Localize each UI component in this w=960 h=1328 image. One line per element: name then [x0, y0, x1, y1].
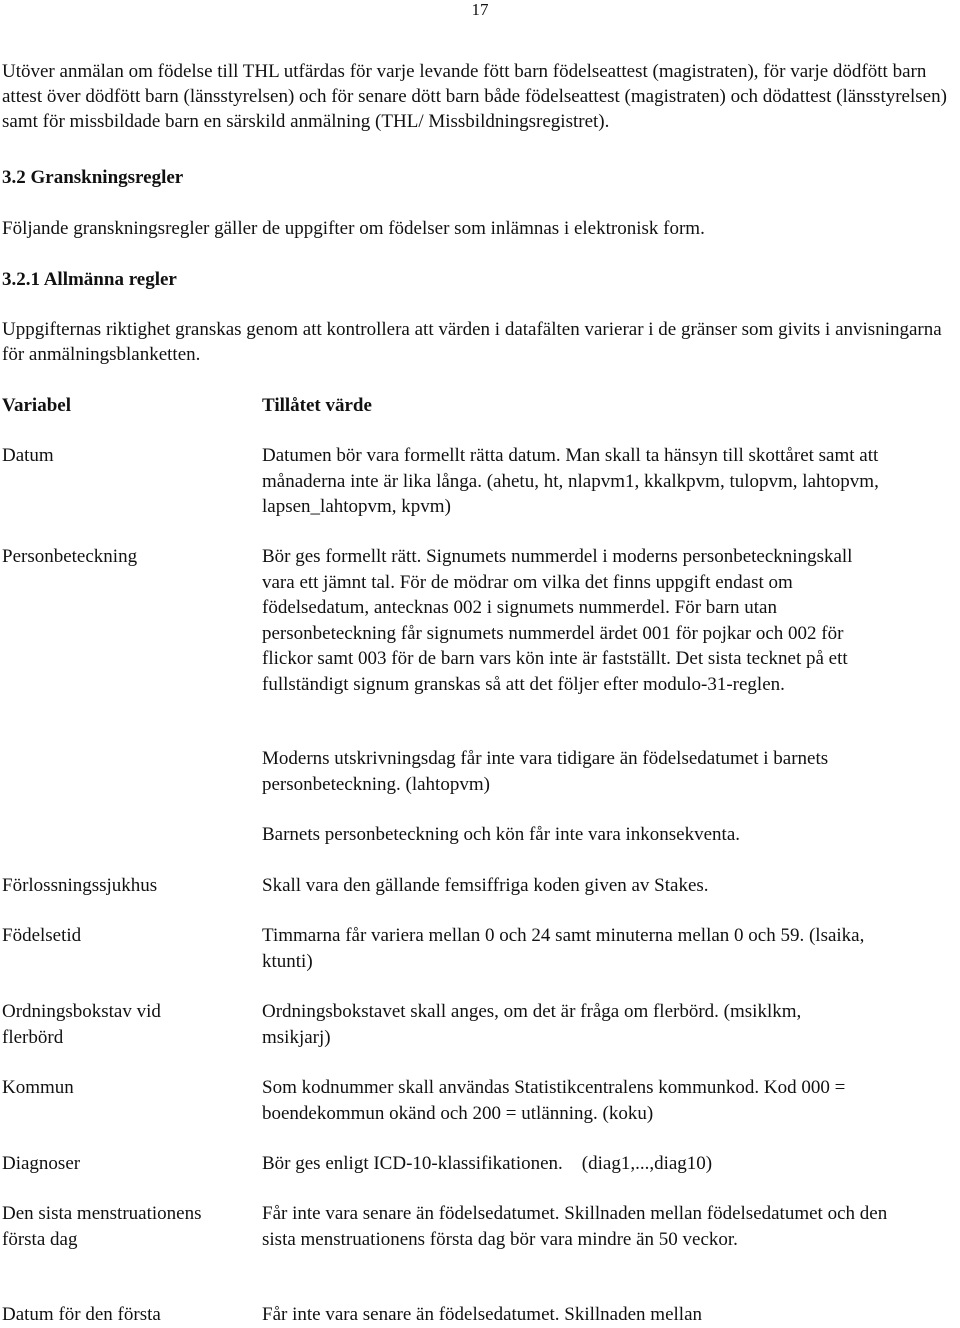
table-row-variable: Den sista menstruationens första dag — [2, 1203, 202, 1250]
table-row-variable: Förlossningssjukhus — [2, 875, 158, 896]
table-row-value: Timmarna får variera mellan 0 och 24 samt minuterna mellan 0 och 59. (lsaika, ktunti) — [262, 925, 865, 972]
table-row-variable: Födelsetid — [2, 925, 82, 946]
section-heading-3-2: 3.2 Granskningsregler — [2, 167, 184, 188]
table-row-variable: Datum — [2, 445, 54, 466]
intro-paragraph: Utöver anmälan om födelse till THL utfärdas för varje levande fött barn födelseattest (magistraten), för varje dödfött barn attest över dödfött barn (länsstyrelsen) och för senare dött barn både födelseattest (magistraten) och dödattest (länsstyrelsen) samt för missbildade barn en särskild anmälning (THL/ Missbildningsregistret). — [2, 61, 947, 132]
table-row-variable: Ordningsbokstav vid flerbörd — [2, 1001, 161, 1048]
column-header-variable: Variabel — [2, 395, 71, 416]
table-row-value: Skall vara den gällande femsiffriga koden given av Stakes. — [262, 875, 709, 896]
page-number: 17 — [471, 0, 489, 19]
table-row-value: Som kodnummer skall användas Statistikcentralens kommunkod. Kod 000 = boendekommun okänd och 200 = utlänning. (koku) — [262, 1077, 846, 1124]
table-row-value: Bör ges formellt rätt. Signumets nummerdel i moderns personbeteckningskall vara ett jämnt tal. För de mödrar om vilka det finns uppgift endast om födelsedatum, antecknas 002 i signumets nummerdel. För barn utan personbeteckning får signumets nummerdel ärdet 001 för pojkar och 002 för flickor samt 003 för de barn vars kön inte är fastställt. Det sista tecknet på ett fullständigt signum granskas så att det följer efter modulo-31-reglen. — [262, 546, 853, 695]
table-row-variable: Personbeteckning — [2, 546, 138, 567]
column-header-allowed-value: Tillåtet värde — [262, 395, 372, 416]
table-row-value: Ordningsbokstavet skall anges, om det är fråga om flerbörd. (msiklkm, msikjarj) — [262, 1001, 802, 1048]
table-row-note: Barnets personbeteckning och kön får inte vara inkonsekventa. — [262, 824, 741, 845]
table-row-variable: Kommun — [2, 1077, 74, 1098]
table-row-value: Bör ges enligt ICD-10-klassifikationen. (diag1,...,diag10) — [262, 1153, 713, 1174]
section-text-3-2-1: Uppgifternas riktighet granskas genom att kontrollera att värden i datafälten varierar i de gränser som givits i anvisningarna för anmälningsblanketten. — [2, 319, 942, 365]
section-text-3-2: Följande granskningsregler gäller de uppgifter om födelser som inlämnas i elektronisk form. — [2, 218, 705, 239]
table-row-value: Datumen bör vara formellt rätta datum. Man skall ta hänsyn till skottåret samt att månaderna inte är lika långa. (ahetu, ht, nlapvm1, kkalkpvm, tulopvm, lahtopvm, lapsen_lahtopvm, kpvm) — [262, 445, 879, 517]
table-row-variable: Datum för den första — [2, 1304, 161, 1325]
table-row-variable: Diagnoser — [2, 1153, 81, 1174]
table-row-value: Får inte vara senare än födelsedatumet. Skillnaden mellan födelsedatumet och den sista menstruationens första dag bör vara mindre än 50 veckor. — [262, 1203, 888, 1250]
table-row-value: Får inte vara senare än födelsedatumet. Skillnaden mellan — [262, 1304, 703, 1325]
section-heading-3-2-1: 3.2.1 Allmänna regler — [2, 269, 177, 290]
table-row-note: Moderns utskrivningsdag får inte vara tidigare än födelsedatumet i barnets personbeteckning. (lahtopvm) — [262, 748, 829, 795]
